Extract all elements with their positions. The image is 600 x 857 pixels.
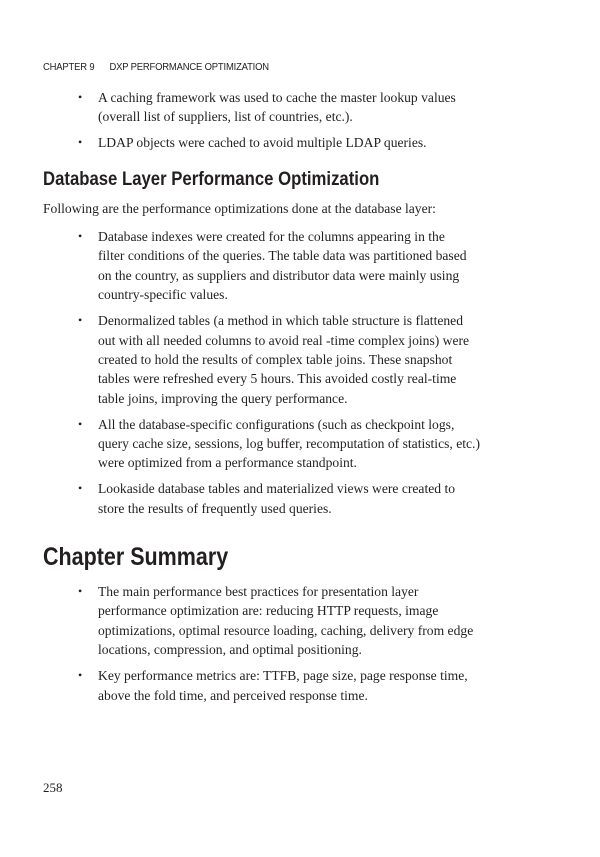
bullet-icon: • — [78, 668, 83, 683]
bullet-icon: • — [78, 584, 83, 598]
bullet-item — [0, 227, 600, 305]
bullet-text-line: country-specific values. — [98, 287, 228, 303]
bullet-text-line: created to hold the results of complex table joins. These snapshot — [98, 351, 453, 367]
chapter-summary-heading: Chapter Summary — [43, 543, 229, 571]
bullet-item — [0, 415, 600, 473]
bullet-icon: • — [78, 229, 83, 243]
bullet-text-line: above the fold time, and perceived response time. — [98, 687, 368, 703]
bullet-text-line: optimizations, optimal resource loading, caching, delivery from edge — [98, 622, 474, 638]
bullet-text-line: out with all needed columns to avoid real -time complex joins) were — [98, 332, 470, 348]
bullet-text-line: (overall list of suppliers, list of countries, etc.). — [98, 109, 353, 125]
bullet-item — [0, 88, 600, 127]
bullet-text-line: performance optimization are: reducing HTTP requests, image — [98, 603, 439, 619]
bullet-item — [0, 666, 600, 705]
intro-bullet-list — [0, 88, 600, 153]
page-number: 258 — [43, 780, 63, 795]
bullet-icon: • — [78, 90, 83, 104]
bullet-item — [0, 582, 600, 660]
bullet-icon: • — [78, 313, 83, 328]
section-intro: Following are the performance optimizations done at the database layer: — [43, 201, 436, 216]
bullet-text-line: Lookaside database tables and materialized views were created to — [98, 481, 456, 497]
bullet-text-line: on the country, as suppliers and distributor data were mainly using — [98, 267, 460, 283]
bullet-text-line: Database indexes were created for the columns appearing in the — [98, 229, 445, 244]
bullet-text-line: filter conditions of the queries. The table data was partitioned based — [98, 248, 467, 264]
running-header — [43, 61, 269, 73]
bullet-item — [0, 133, 600, 152]
bullet-icon: • — [78, 481, 83, 496]
summary-bullet-list — [0, 582, 600, 705]
bullet-text-line: locations, compression, and optimal positioning. — [98, 642, 362, 658]
bullet-text-line: Key performance metrics are: TTFB, page size, page response time, — [98, 668, 468, 684]
bullet-text-line: store the results of frequently used queries. — [98, 500, 332, 516]
bullet-text-line: A caching framework was used to cache the master lookup values — [98, 90, 456, 105]
bullet-text-line: All the database-specific configurations (such as checkpoint logs, — [98, 416, 455, 432]
bullet-item — [0, 311, 600, 408]
section-heading: Database Layer Performance Optimization — [43, 169, 380, 190]
db-bullet-list — [0, 227, 600, 518]
bullet-text-line: table joins, improving the query performance. — [98, 390, 348, 406]
chapter-title: DXP PERFORMANCE OPTIMIZATION — [109, 61, 269, 73]
bullet-item — [0, 479, 600, 518]
bullet-text-line: query cache size, sessions, log buffer, recomputation of statistics, etc.) — [98, 436, 480, 452]
bullet-text-line: The main performance best practices for presentation layer — [98, 584, 419, 599]
bullet-text-line: tables were refreshed every 5 hours. This avoided costly real-time — [98, 371, 457, 387]
chapter-label: CHAPTER 9 — [43, 61, 95, 73]
bullet-icon: • — [78, 416, 83, 431]
bullet-text-line: were optimized from a performance standpoint. — [98, 455, 357, 471]
bullet-icon: • — [78, 135, 83, 150]
bullet-text-line: Denormalized tables (a method in which table structure is flattened — [98, 313, 464, 329]
bullet-text-line: LDAP objects were cached to avoid multiple LDAP queries. — [98, 135, 427, 151]
